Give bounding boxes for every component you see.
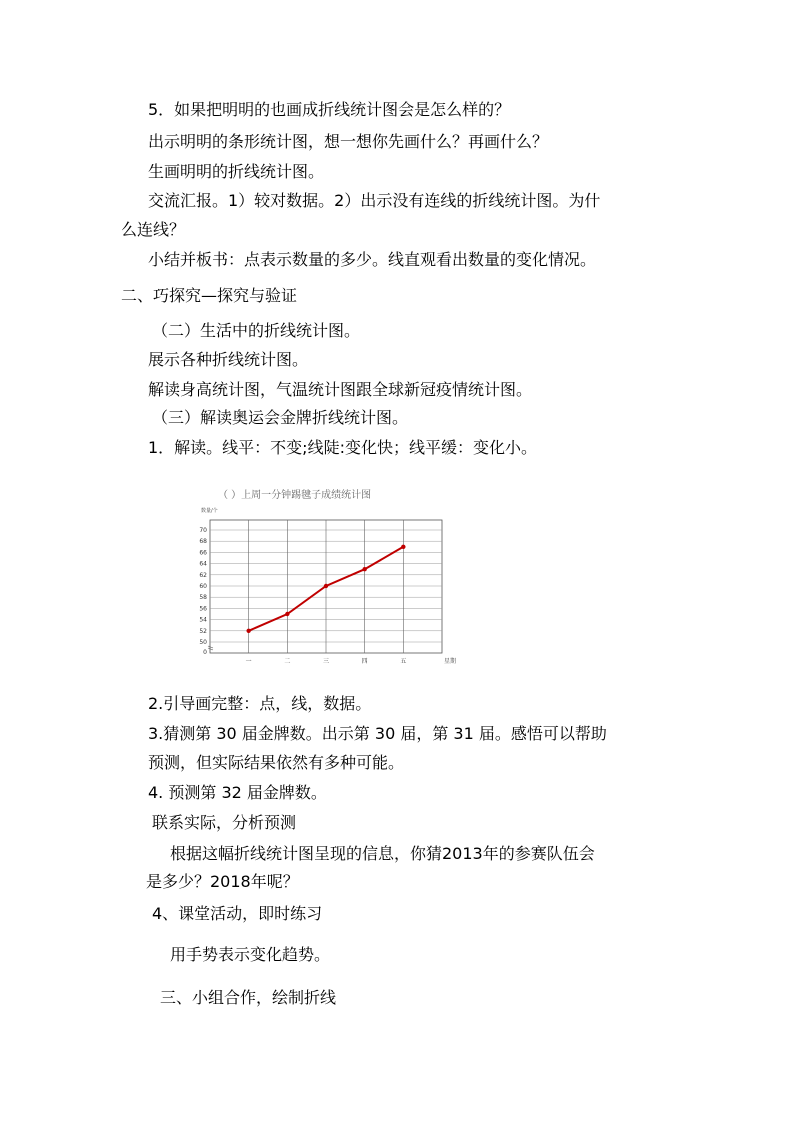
guide-complete-line: 2.引导画完整：点，线，数据。 bbox=[148, 694, 372, 713]
chart-y-tick-label: 56 bbox=[199, 605, 207, 613]
chart-y-tick-label: 52 bbox=[199, 627, 207, 635]
student-draw-line: 生画明明的折线统计图。 bbox=[148, 162, 325, 181]
chart-x-tick-label: 三 bbox=[322, 658, 330, 665]
chart-y-tick-label: 70 bbox=[199, 527, 207, 534]
section-3-heading: 三、小组合作，绘制折线 bbox=[160, 988, 337, 1007]
chart-data-point bbox=[246, 629, 250, 633]
subsection-2-heading: （二）生活中的折线统计图。 bbox=[152, 321, 361, 340]
chart-y-tick-label: 64 bbox=[199, 560, 207, 568]
show-charts-line: 展示各种折线统计图。 bbox=[148, 350, 309, 369]
guess-30th-cont: 预测，但实际结果依然有多种可能。 bbox=[148, 753, 405, 772]
chart-ticks bbox=[199, 527, 406, 665]
chart-y-tick-label: 66 bbox=[199, 549, 207, 557]
question-5: 5．如果把明明的也画成折线统计图会是怎么样的？ bbox=[148, 100, 511, 119]
chart-axis-break bbox=[208, 646, 213, 648]
subsection-3-heading: （三）解读奥运会金牌折线统计图。 bbox=[152, 408, 409, 427]
practical-analysis-line: 联系实际，分析预测 bbox=[152, 813, 297, 832]
question-2013-line: 根据这幅折线统计图呈现的信息，你猜2013年的参赛队伍会 bbox=[170, 844, 595, 863]
chart-data-point bbox=[324, 584, 328, 588]
section-2-heading: 二、巧探究—探究与验证 bbox=[121, 286, 298, 305]
chart-x-axis-label: 星期 bbox=[444, 658, 457, 665]
chart-y-tick-label: 50 bbox=[199, 639, 207, 646]
chart-data-point bbox=[285, 612, 289, 616]
chart-axis-break bbox=[208, 648, 213, 650]
show-bar-chart-line: 出示明明的条形统计图，想一想你先画什么？再画什么？ bbox=[148, 132, 549, 151]
chart-y-tick-label: 60 bbox=[199, 583, 207, 590]
chart-y-tick-label: 58 bbox=[199, 594, 207, 602]
question-2018-line: 是多少？2018年呢？ bbox=[146, 872, 299, 891]
chart-x-tick-label: 二 bbox=[284, 658, 291, 665]
summary-line: 小结并板书：点表示数量的多少。线直观看出数量的变化情况。 bbox=[148, 250, 597, 269]
chart-data-point bbox=[362, 567, 366, 571]
interpret-item-1: 1．解读。线平：不变;线陡:变化快；线平缓：变化小。 bbox=[148, 438, 537, 457]
line-chart bbox=[190, 482, 470, 672]
chart-y-tick-label: 0 bbox=[203, 649, 207, 656]
line-chart-svg bbox=[190, 482, 470, 672]
chart-data-point bbox=[401, 545, 405, 549]
interpret-charts-line: 解读身高统计图，气温统计图跟全球新冠疫情统计图。 bbox=[148, 380, 533, 399]
chart-x-tick-label: 一 bbox=[245, 658, 252, 665]
chart-x-tick-label: 五 bbox=[400, 658, 407, 665]
gesture-trend-line: 用手势表示变化趋势。 bbox=[170, 945, 331, 964]
chart-y-axis-label: 数量/个 bbox=[201, 508, 218, 514]
chart-y-tick-label: 68 bbox=[199, 538, 207, 546]
exchange-report-cont: 么连线？ bbox=[121, 220, 186, 239]
predict-32nd-line: 4. 预测第 32 届金牌数。 bbox=[148, 783, 327, 802]
chart-y-tick-label: 62 bbox=[199, 571, 207, 579]
chart-x-tick-label: 四 bbox=[361, 658, 368, 665]
guess-30th-line: 3.猜测第 30 届金牌数。出示第 30 届，第 31 届。感悟可以帮助 bbox=[148, 724, 607, 743]
exchange-report-line: 交流汇报。1）较对数据。2）出示没有连线的折线统计图。为什 bbox=[148, 191, 601, 210]
chart-title: （ ）上周一分钟踢毽子成绩统计图 bbox=[218, 490, 372, 501]
class-activity-heading: 4、课堂活动，即时练习 bbox=[152, 904, 323, 923]
chart-y-tick-label: 54 bbox=[199, 616, 207, 624]
